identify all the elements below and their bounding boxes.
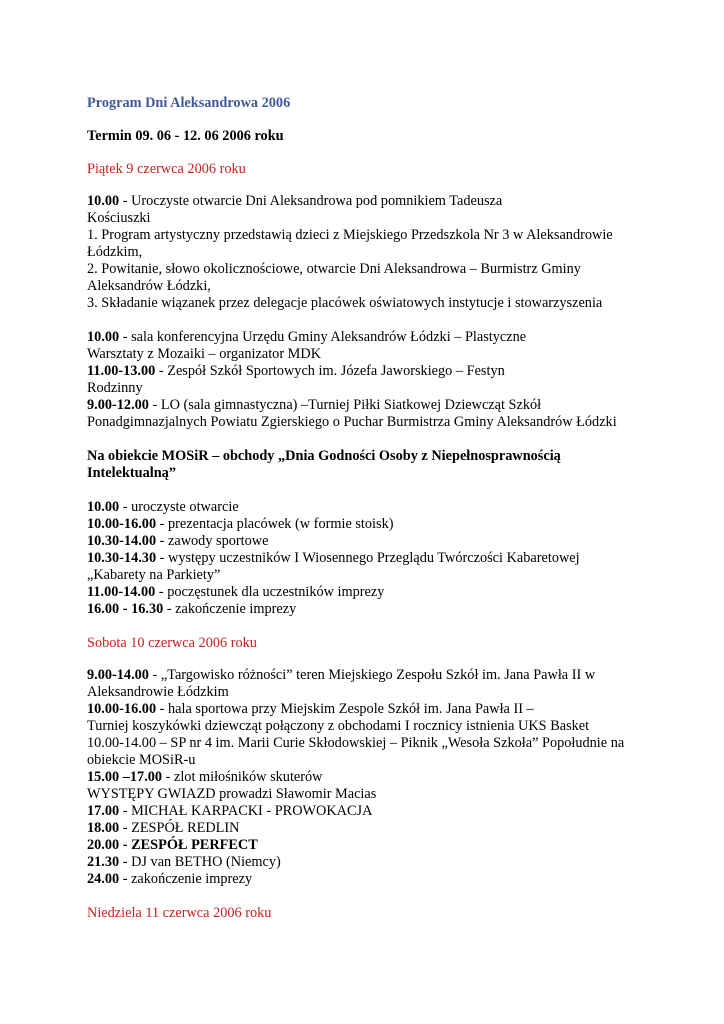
- schedule-text: Kościuszki: [87, 210, 151, 226]
- schedule-text: Łódzkim,: [87, 244, 143, 260]
- schedule-text: Aleksandrów Łódzki,: [87, 278, 211, 294]
- schedule-text: obiekcie MOSiR-u: [87, 752, 196, 768]
- schedule-time: 17.00: [87, 803, 120, 819]
- friday-block-3: [87, 499, 697, 618]
- schedule-line: [87, 718, 697, 735]
- schedule-line: [87, 329, 697, 346]
- mosir-heading: [87, 448, 697, 482]
- schedule-text: Rodzinny: [87, 380, 143, 396]
- schedule-line: [87, 786, 697, 803]
- schedule-time: 10.00-16.00: [87, 701, 157, 717]
- schedule-time: 10.00: [87, 499, 120, 515]
- schedule-line: [87, 820, 697, 837]
- schedule-text: 10.00-14.00 – SP nr 4 im. Marii Curie Skłodowskiej – Piknik „Wesoła Szkoła” Popołudnie na: [87, 735, 625, 751]
- schedule-text: Warsztaty z Mozaiki – organizator MDK: [87, 346, 322, 362]
- schedule-line: [87, 550, 697, 567]
- schedule-line: [87, 667, 697, 684]
- schedule-text: - zakończenie imprezy: [119, 871, 253, 887]
- schedule-text: „Kabarety na Parkiety”: [87, 567, 221, 583]
- schedule-time: 10.00: [87, 193, 120, 209]
- schedule-time: 15.00 –17.00: [87, 769, 163, 785]
- schedule-text: - zlot miłośników skuterów: [162, 769, 323, 785]
- schedule-text: - prezentacja placówek (w formie stoisk): [156, 516, 394, 532]
- friday-block-1: [87, 193, 697, 312]
- schedule-time: 9.00-14.00: [87, 667, 149, 683]
- schedule-line: [87, 227, 697, 244]
- schedule-text: - zawody sportowe: [156, 533, 269, 549]
- schedule-text: - sala konferencyjna Urzędu Gminy Aleksandrów Łódzki – Plastyczne: [119, 329, 527, 345]
- schedule-line: [87, 346, 697, 363]
- schedule-line: [87, 854, 697, 871]
- schedule-line: [87, 380, 697, 397]
- saturday-block-1: [87, 667, 697, 888]
- schedule-line: [87, 533, 697, 550]
- schedule-line: [87, 295, 697, 312]
- schedule-line: [87, 837, 697, 854]
- sunday-heading: Niedziela 11 czerwca 2006 roku: [87, 905, 272, 921]
- document-title: Program Dni Aleksandrowa 2006: [87, 95, 291, 111]
- schedule-text: - hala sportowa przy Miejskim Zespole Szkół im. Jana Pawła II –: [156, 701, 534, 717]
- schedule-text: 3. Składanie wiązanek przez delegacje placówek oświatowych instytucje i stowarzyszenia: [87, 295, 603, 311]
- schedule-text: Aleksandrowie Łódzkim: [87, 684, 229, 700]
- schedule-line: [87, 414, 697, 431]
- schedule-line: [87, 278, 697, 295]
- schedule-text: - występy uczestników I Wiosennego Przeglądu Twórczości Kabaretowej: [156, 550, 580, 566]
- mosir-heading-line-1: Na obiekcie MOSiR – obchody „Dnia Godności Osoby z Niepełnosprawnością: [87, 448, 561, 464]
- schedule-line: [87, 516, 697, 533]
- schedule-text: - ZESPÓŁ REDLIN: [119, 820, 240, 836]
- term-line: Termin 09. 06 - 12. 06 2006 roku: [87, 128, 284, 144]
- schedule-time: 24.00: [87, 871, 120, 887]
- schedule-line: [87, 210, 697, 227]
- schedule-line: [87, 261, 697, 278]
- schedule-line: [87, 363, 697, 380]
- schedule-text: - „Targowisko różności” teren Miejskiego Zespołu Szkół im. Jana Pawła II w: [148, 667, 596, 683]
- schedule-line: [87, 397, 697, 414]
- schedule-time: 18.00: [87, 820, 120, 836]
- schedule-text: - MICHAŁ KARPACKI - PROWOKACJA: [119, 803, 373, 819]
- schedule-time: 10.30-14.30: [87, 550, 157, 566]
- schedule-time: 11.00-14.00: [87, 584, 156, 600]
- schedule-time: 10.00: [87, 329, 120, 345]
- schedule-text: - DJ van BETHO (Niemcy): [119, 854, 281, 870]
- document-page: [87, 95, 697, 937]
- schedule-line: [87, 752, 697, 769]
- mosir-heading-line-2: Intelektualną”: [87, 465, 176, 481]
- schedule-text: - poczęstunek dla uczestników imprezy: [155, 584, 385, 600]
- schedule-text: - uroczyste otwarcie: [119, 499, 239, 515]
- schedule-line: [87, 803, 697, 820]
- schedule-line: [87, 193, 697, 210]
- schedule-text: Ponadgimnazjalnych Powiatu Zgierskiego o Puchar Burmistrza Gminy Aleksandrów Łódzki: [87, 414, 617, 430]
- schedule-line: [87, 735, 697, 752]
- schedule-time: 21.30: [87, 854, 120, 870]
- schedule-text: 1. Program artystyczny przedstawią dzieci z Miejskiego Przedszkola Nr 3 w Aleksandrowie: [87, 227, 613, 243]
- schedule-line: [87, 684, 697, 701]
- schedule-line: [87, 567, 697, 584]
- schedule-time: 20.00 - ZESPÓŁ PERFECT: [87, 837, 258, 853]
- schedule-line: [87, 701, 697, 718]
- schedule-text: - LO (sala gimnastyczna) –Turniej Piłki Siatkowej Dziewcząt Szkół: [148, 397, 542, 413]
- schedule-time: 11.00-13.00: [87, 363, 156, 379]
- schedule-time: 10.00-16.00: [87, 516, 157, 532]
- schedule-text: 2. Powitanie, słowo okolicznościowe, otwarcie Dni Aleksandrowa – Burmistrz Gminy: [87, 261, 581, 277]
- schedule-line: [87, 601, 697, 618]
- schedule-text: - Uroczyste otwarcie Dni Aleksandrowa pod pomnikiem Tadeusza: [119, 193, 503, 209]
- friday-heading: Piątek 9 czerwca 2006 roku: [87, 161, 246, 177]
- schedule-time: 9.00-12.00: [87, 397, 149, 413]
- schedule-line: [87, 769, 697, 786]
- friday-block-2: [87, 329, 697, 431]
- schedule-line: [87, 244, 697, 261]
- schedule-time: 16.00 - 16.30: [87, 601, 164, 617]
- schedule-line: [87, 871, 697, 888]
- schedule-text: - zakończenie imprezy: [163, 601, 297, 617]
- schedule-line: [87, 584, 697, 601]
- schedule-text: WYSTĘPY GWIAZD prowadzi Sławomir Macias: [87, 786, 377, 802]
- schedule-line: [87, 499, 697, 516]
- schedule-text: Turniej koszykówki dziewcząt połączony z obchodami I rocznicy istnienia UKS Basket: [87, 718, 590, 734]
- schedule-time: 10.30-14.00: [87, 533, 157, 549]
- saturday-heading: Sobota 10 czerwca 2006 roku: [87, 635, 257, 651]
- schedule-text: - Zespół Szkół Sportowych im. Józefa Jaworskiego – Festyn: [155, 363, 505, 379]
